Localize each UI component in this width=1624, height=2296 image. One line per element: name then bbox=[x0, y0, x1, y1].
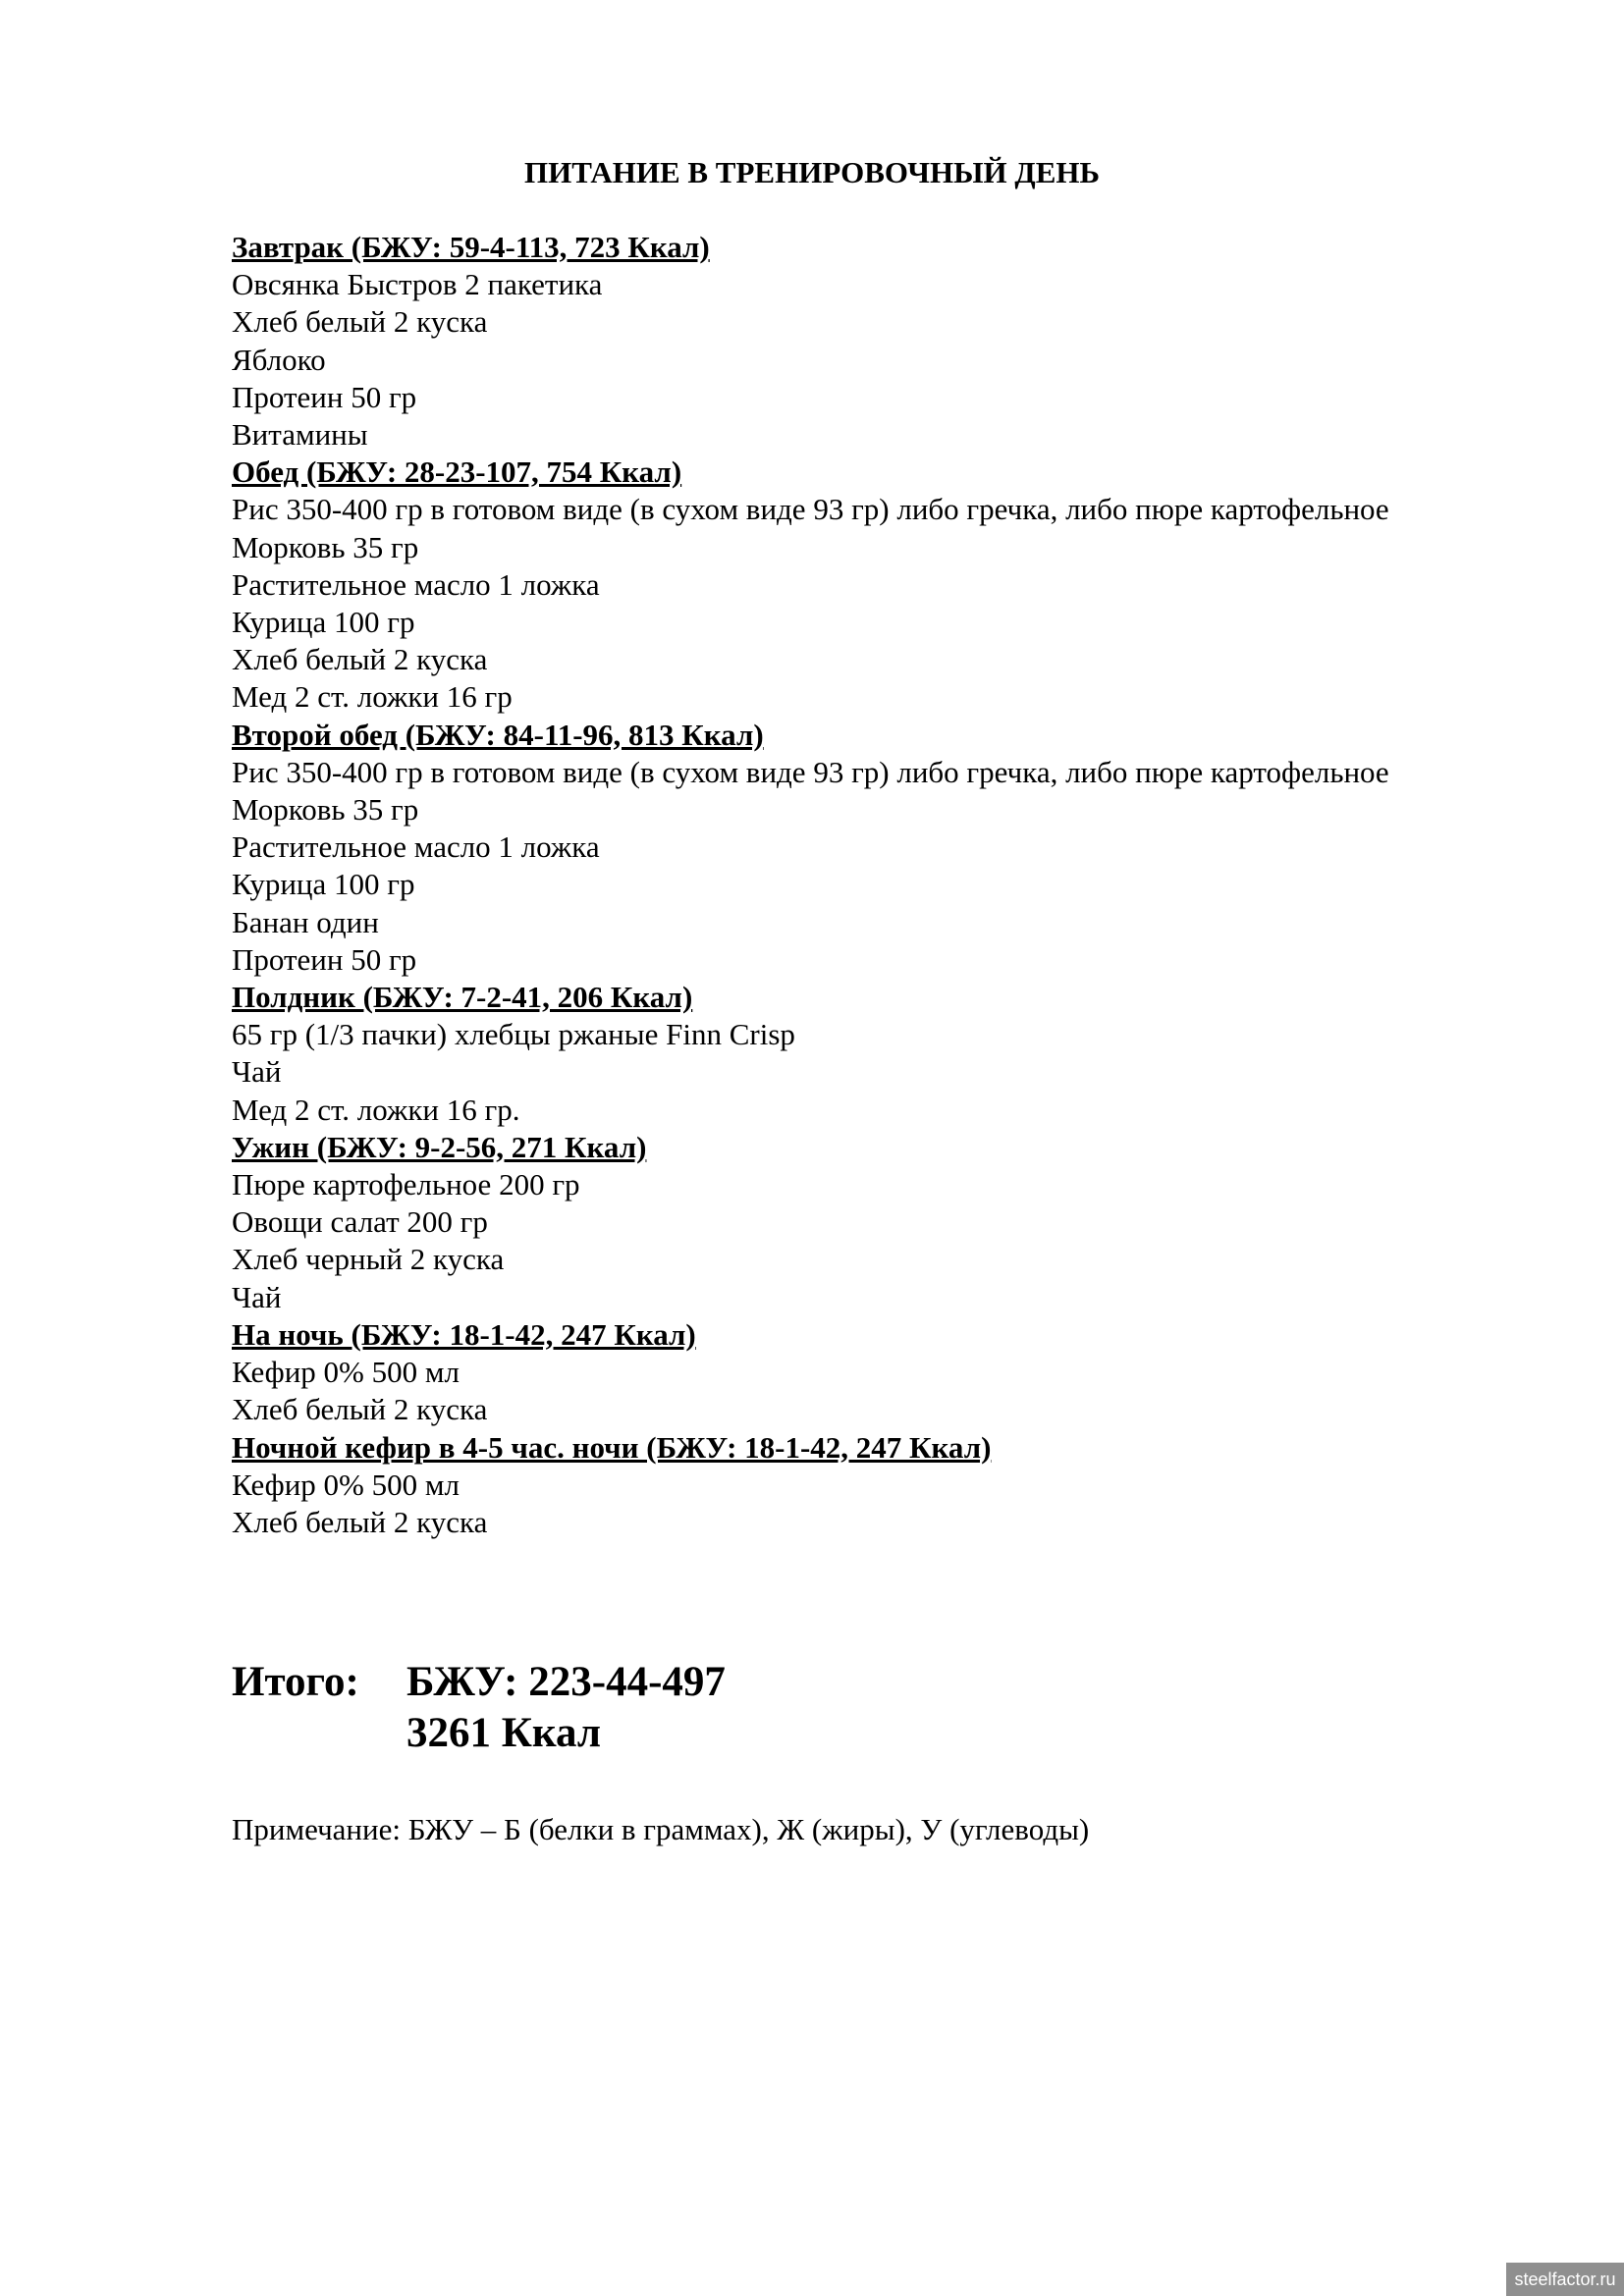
meal-item: Рис 350-400 гр в готовом виде (в сухом виде 93 гр) либо гречка, либо пюре картофельное bbox=[232, 492, 1389, 527]
meal-item: Мед 2 ст. ложки 16 гр. bbox=[232, 1092, 520, 1127]
meal-heading: Завтрак (БЖУ: 59-4-113, 723 Ккал) bbox=[232, 230, 710, 264]
meal-item: Протеин 50 гр bbox=[232, 941, 417, 977]
page-title: ПИТАНИЕ В ТРЕНИРОВОЧНЫЙ ДЕНЬ bbox=[523, 155, 1100, 189]
meal-item: Хлеб черный 2 куска bbox=[232, 1242, 505, 1277]
meal-item: Кефир 0% 500 мл bbox=[232, 1467, 460, 1502]
meal-heading: Ужин (БЖУ: 9-2-56, 271 Ккал) bbox=[232, 1129, 647, 1164]
meal-item: Хлеб белый 2 куска bbox=[232, 1392, 488, 1427]
total-bju: БЖУ: 223-44-497 bbox=[406, 1659, 726, 1705]
meal-heading: Полдник (БЖУ: 7-2-41, 206 Ккал) bbox=[232, 980, 693, 1015]
meal-item: Мед 2 ст. ложки 16 гр bbox=[232, 679, 513, 715]
meal-heading: Ночной кефир в 4-5 час. ночи (БЖУ: 18-1-42, 247 Ккал) bbox=[232, 1429, 992, 1465]
total-kcal: 3261 Ккал bbox=[406, 1710, 602, 1756]
meal-item: Овсянка Быстров 2 пакетика bbox=[232, 267, 603, 302]
meal-heading: Обед (БЖУ: 28-23-107, 754 Ккал) bbox=[232, 454, 682, 490]
meal-item: Курица 100 гр bbox=[232, 605, 415, 640]
meal-item: Растительное масло 1 ложка bbox=[232, 829, 600, 865]
meal-heading: На ночь (БЖУ: 18-1-42, 247 Ккал) bbox=[232, 1316, 696, 1352]
meal-item: Банан один bbox=[232, 904, 379, 939]
meal-item: Хлеб белый 2 куска bbox=[232, 1504, 488, 1539]
meal-item: Овощи салат 200 гр bbox=[232, 1204, 488, 1240]
meal-item: Чай bbox=[232, 1279, 282, 1314]
meal-item: Курица 100 гр bbox=[232, 867, 415, 902]
meal-item: Протеин 50 гр bbox=[232, 379, 417, 414]
meal-heading: Второй обед (БЖУ: 84-11-96, 813 Ккал) bbox=[232, 717, 764, 752]
meal-item: Рис 350-400 гр в готовом виде (в сухом виде 93 гр) либо гречка, либо пюре картофельное bbox=[232, 754, 1389, 789]
meal-plan bbox=[232, 229, 1547, 1541]
meal-item: Чай bbox=[232, 1054, 282, 1090]
meal-item: Витамины bbox=[232, 417, 368, 453]
watermark: steelfactor.ru bbox=[1506, 2263, 1624, 2296]
meal-item: 65 гр (1/3 пачки) хлебцы ржаные Finn Crisp bbox=[232, 1017, 795, 1052]
meal-item: Пюре картофельное 200 гр bbox=[232, 1167, 580, 1202]
meal-item: Морковь 35 гр bbox=[232, 529, 419, 564]
meal-item: Яблоко bbox=[232, 342, 326, 377]
meal-item: Морковь 35 гр bbox=[232, 792, 419, 828]
note: Примечание: БЖУ – Б (белки в граммах), Ж (жиры), У (углеводы) bbox=[232, 1812, 1090, 1846]
meal-item: Кефир 0% 500 мл bbox=[232, 1355, 460, 1390]
meal-item: Хлеб белый 2 куска bbox=[232, 642, 488, 677]
meal-item: Растительное масло 1 ложка bbox=[232, 566, 600, 602]
total-label: Итого: bbox=[232, 1659, 359, 1705]
meal-item: Хлеб белый 2 куска bbox=[232, 304, 488, 340]
